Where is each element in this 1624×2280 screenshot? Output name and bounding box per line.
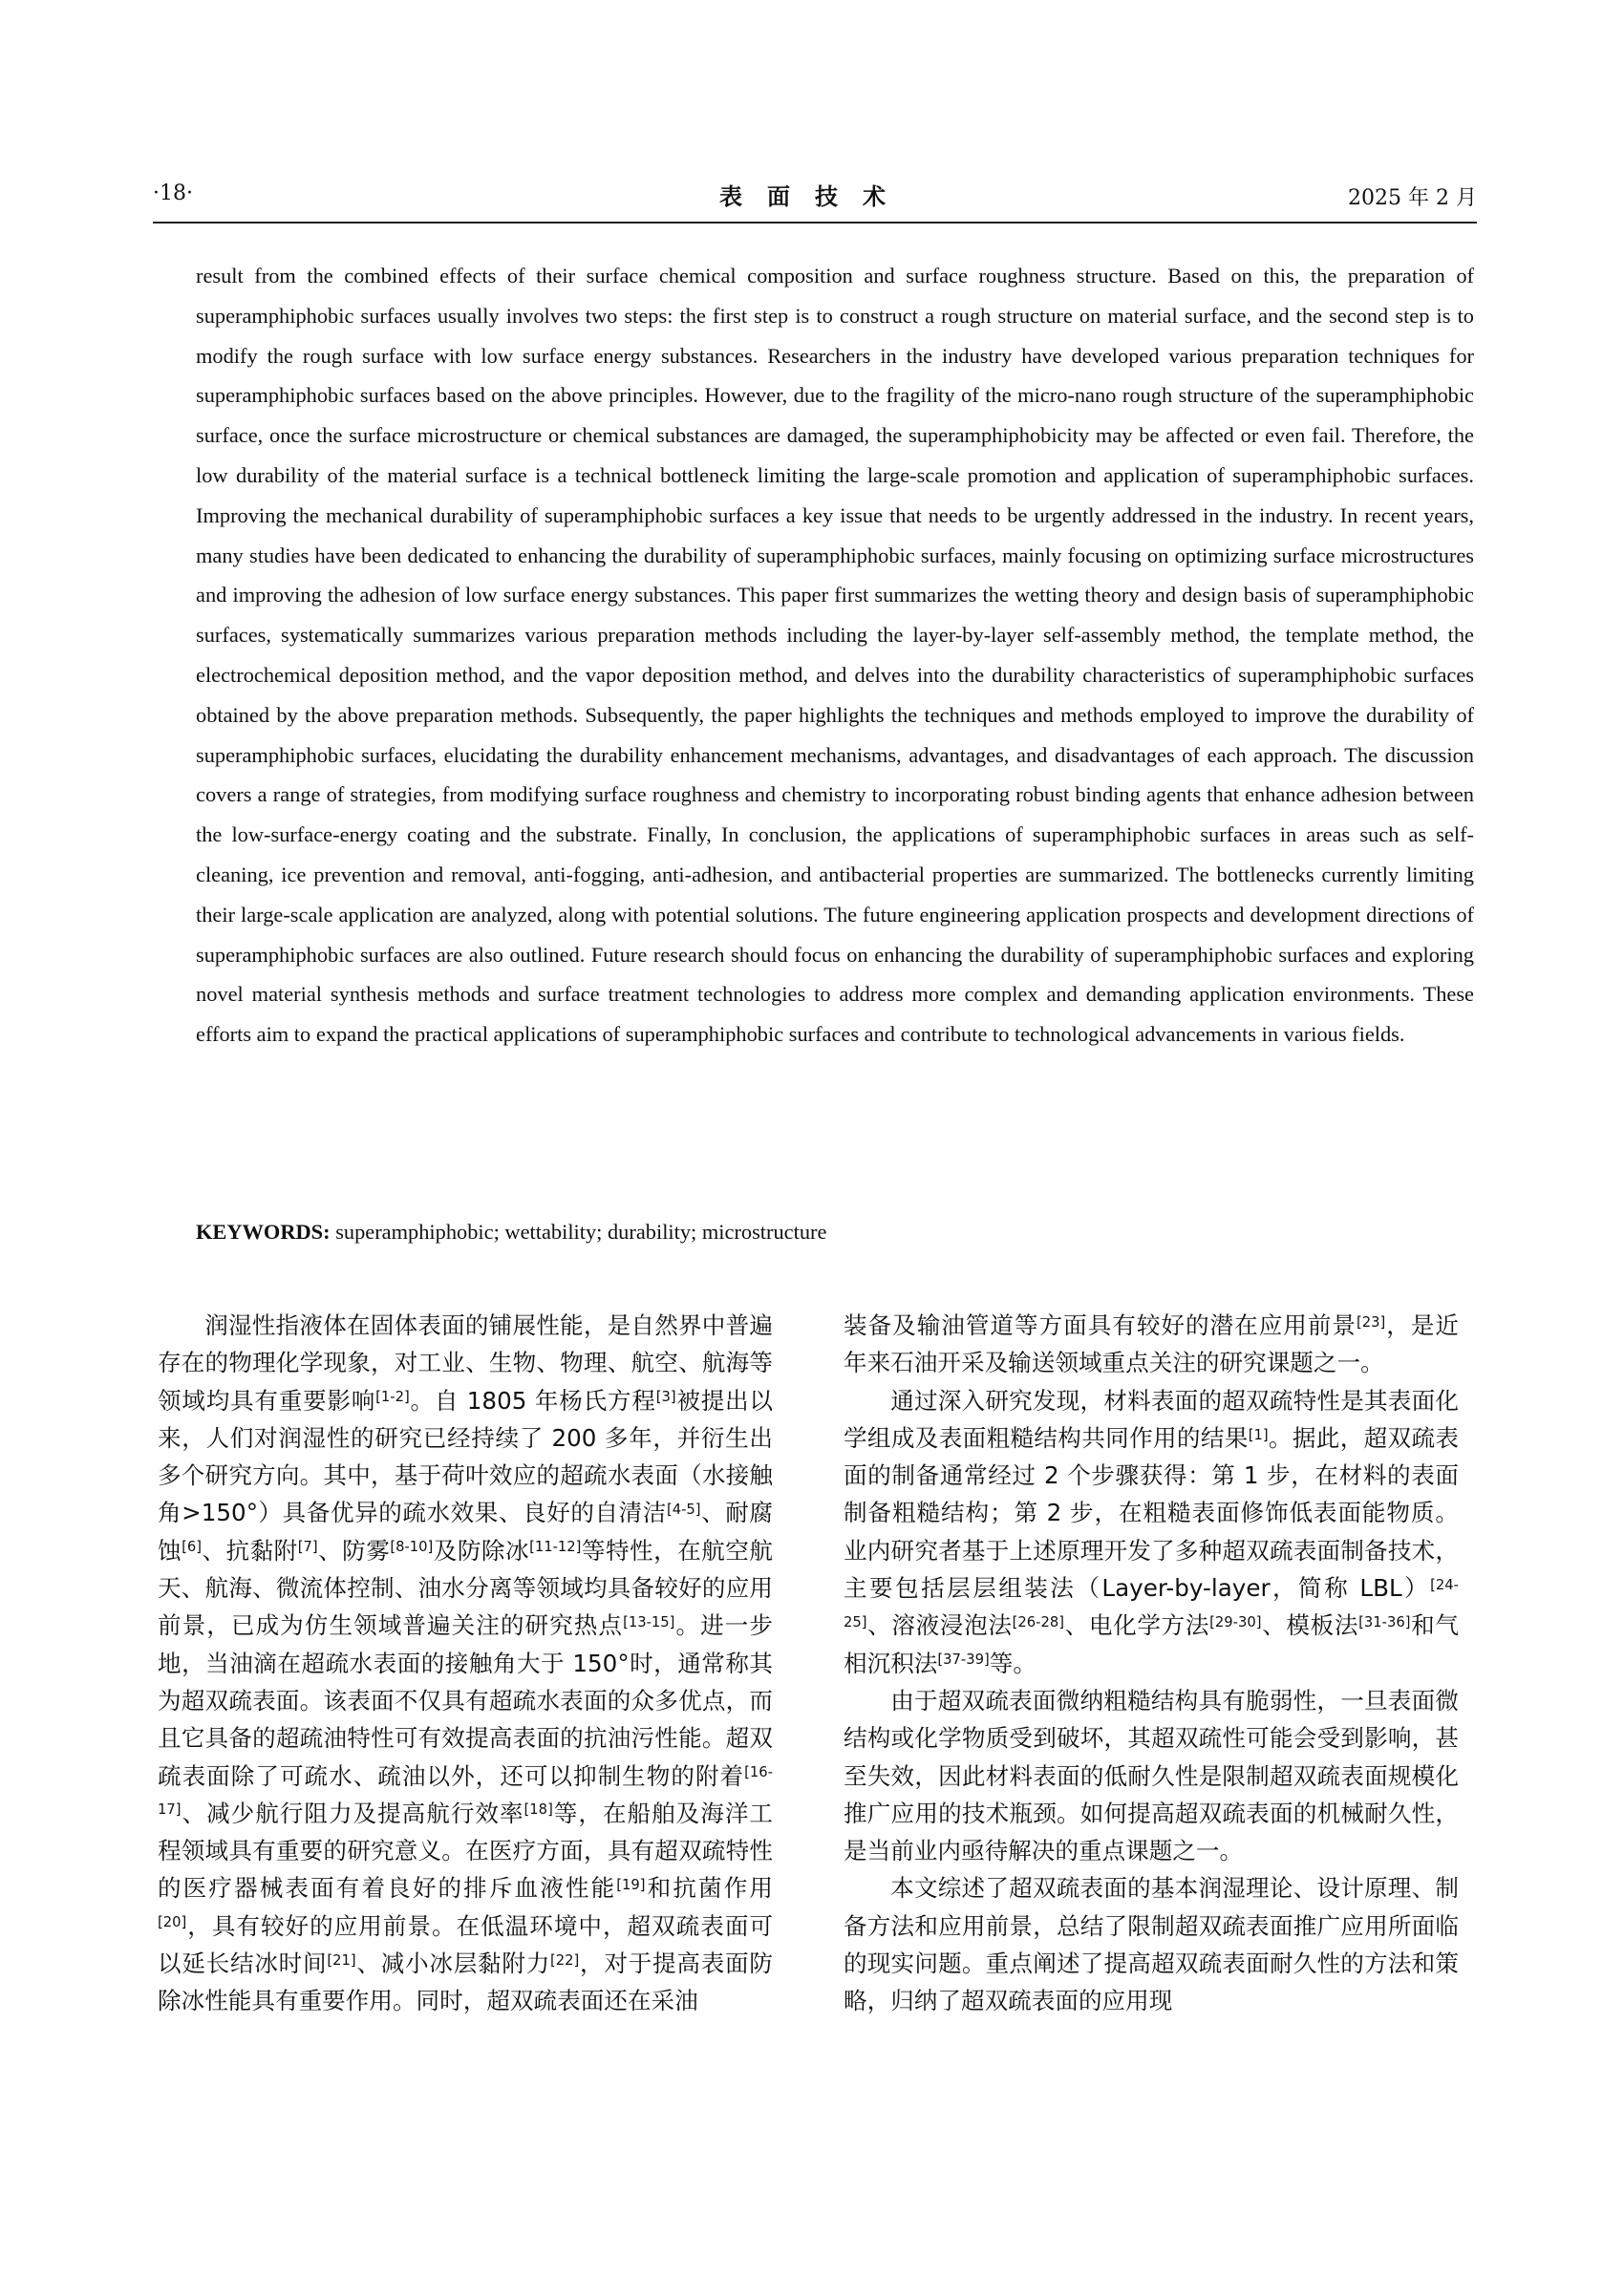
body-column-right	[844, 1307, 1459, 2020]
citation-ref: [22]	[550, 1951, 580, 1969]
citation-ref: [31-36]	[1358, 1614, 1411, 1630]
citation-ref: [11-12]	[529, 1539, 582, 1556]
citation-ref: [7]	[297, 1539, 318, 1556]
header-rule	[153, 222, 1477, 224]
citation-ref: [26-28]	[1012, 1614, 1065, 1630]
citation-ref: [16-17]	[158, 1764, 773, 1819]
body-paragraph: 由于超双疏表面微纳粗糙结构具有脆弱性，一旦表面微结构或化学物质受到破坏，其超双疏性可能会受到影响，甚至失效，因此材料表面的低耐久性是限制超双疏表面规模化推广应用的技术瓶颈。如何提高超双疏表面的机械耐久性，是当前业内亟待解决的重点课题之一。	[844, 1686, 1459, 1865]
citation-ref: [29-30]	[1209, 1614, 1262, 1630]
english-abstract	[196, 256, 1474, 1055]
abstract-text: result from the combined effects of their surface chemical composition and surface roughness structure. Based on this, the preparation of superamphiphobic surfaces usually involves two steps: the first step is to construct a rough structure on material surface, and the second step is to modify the rough surface with low surface energy substances. Researchers in the industry have developed various preparation techniques for superamphiphobic surfaces based on the above principles. However, due to the fragility of the micro-nano rough structure of the superamphiphobic surface, once the surface microstructure or chemical substances are damaged, the superamphiphobicity may be affected or even fail. Therefore, the low durability of the material surface is a technical bottleneck limiting the large-scale promotion and application of superamphiphobic surfaces. Improving the mechanical durability of superamphiphobic surfaces a key issue that needs to be urgently addressed in the industry. In recent years, many studies have been dedicated to enhancing the durability of superamphiphobic surfaces, mainly focusing on optimizing surface microstructures and improving the adhesion of low surface energy substances. This paper first summarizes the wetting theory and design basis of superamphiphobic surfaces, systematically summarizes various preparation methods including the layer-by-layer self-assembly method, the template method, the electrochemical deposition method, and the vapor deposition method, and delves into the durability characteristics of superamphiphobic surfaces obtained by the above preparation methods. Subsequently, the paper highlights the techniques and methods employed to improve the durability of superamphiphobic surfaces, elucidating the durability enhancement mechanisms, advantages, and disadvantages of each approach. The discussion covers a range of strategies, from modifying surface roughness and chemistry to incorporating robust binding agents that enhance adhesion between the low-surface-energy coating and the substrate. Finally, In conclusion, the applications of superamphiphobic surfaces in areas such as self-cleaning, ice prevention and removal, anti-fogging, anti-adhesion, and antibacterial properties are summarized. The bottlenecks currently limiting their large-scale application are analyzed, along with potential solutions. The future engineering application prospects and development directions of superamphiphobic surfaces are also outlined. Future research should focus on enhancing the durability of superamphiphobic surfaces and exploring novel material synthesis methods and surface treatment technologies to address more complex and demanding application environments. These efforts aim to expand the practical applications of superamphiphobic surfaces and contribute to technological advancements in various fields.	[196, 264, 1474, 1047]
citation-ref: [6]	[182, 1539, 202, 1556]
keywords-label: KEYWORDS:	[196, 1220, 331, 1244]
keywords-line	[196, 1215, 1474, 1249]
body-paragraph: 本文综述了超双疏表面的基本润湿理论、设计原理、制备方法和应用前景，总结了限制超双疏表面推广应用所面临的现实问题。重点阐述了提高超双疏表面耐久性的方法和策略，归纳了超双疏表面的应用现	[844, 1874, 1459, 2015]
citation-ref: [13-15]	[623, 1614, 675, 1630]
citation-ref: [4-5]	[666, 1502, 701, 1519]
body-paragraph: 润湿性指液体在固体表面的铺展性能，是自然界中普遍存在的物理化学现象，对工业、生物、物理、航空、航海等领域均具有重要影响[1-2]。自 1805 年杨氏方程[3]被提出以来，人们对润湿性的研究已经持续了 200 多年，并衍生出多个研究方向。其中，基于荷叶效应的超疏水表面（水接触角>150°）具备优异的疏水效果、良好的自清洁[4-5]、耐腐蚀[6]、抗黏附[7]、防雾[8-10]及防除冰[11-12]等特性，在航空航天、航海、微流体控制、油水分离等领域均具备较好的应用前景，已成为仿生领域普遍关注的研究热点[13-15]。进一步地，当油滴在超疏水表面的接触角大于 150°时，通常称其为超双疏表面。该表面不仅具有超疏水表面的众多优点，而且它具备的超疏油特性可有效提高表面的抗油污性能。超双疏表面除了可疏水、疏油以外，还可以抑制生物的附着[16-17]、减少航行阻力及提高航行效率[18]等，在船舶及海洋工程领域具有重要的研究意义。在医疗方面，具有超双疏特性的医疗器械表面有着良好的排斥血液性能[19]和抗菌作用[20]，具有较好的应用前景。在低温环境中，超双疏表面可以延长结冰时间[21]、减小冰层黏附力[22]，对于提高表面防除冰性能具有重要作用。同时，超双疏表面还在采油	[158, 1311, 773, 2015]
issue-date: 2025 年 2 月	[1348, 186, 1477, 210]
body-paragraph: 装备及输油管道等方面具有较好的潜在应用前景[23]，是近年来石油开采及输送领域重点关注的研究课题之一。	[844, 1311, 1459, 1377]
running-header	[153, 178, 1477, 218]
citation-ref: [20]	[158, 1914, 187, 1931]
body-paragraph: 通过深入研究发现，材料表面的超双疏特性是其表面化学组成及表面粗糙结构共同作用的结果[1]。据此，超双疏表面的制备通常经过 2 个步骤获得：第 1 步，在材料的表面制备粗糙结构；第 2 步，在粗糙表面修饰低表面能物质。业内研究者基于上述原理开发了多种超双疏表面制备技术，主要包括层层组装法（Layer-by-layer，简称 LBL）[24-25]、溶液浸泡法[26-28]、电化学方法[29-30]、模板法[31-36]和气相沉积法[37-39]等。	[844, 1386, 1459, 1677]
citation-ref: [19]	[616, 1877, 646, 1894]
keywords-values: superamphiphobic; wettability; durability; microstructure	[335, 1220, 827, 1244]
citation-ref: [1-2]	[375, 1389, 410, 1406]
journal-title: 表面技术	[719, 182, 910, 210]
body-column-left	[158, 1307, 773, 2020]
citation-ref: [1]	[1248, 1426, 1269, 1443]
citation-ref: [23]	[1356, 1313, 1386, 1331]
citation-ref: [8-10]	[390, 1539, 434, 1556]
citation-ref: [24-25]	[844, 1576, 1459, 1630]
page-number: ·18·	[153, 181, 193, 205]
citation-ref: [37-39]	[937, 1651, 990, 1669]
citation-ref: [21]	[327, 1951, 356, 1969]
citation-ref: [18]	[524, 1801, 553, 1819]
citation-ref: [3]	[655, 1389, 676, 1406]
